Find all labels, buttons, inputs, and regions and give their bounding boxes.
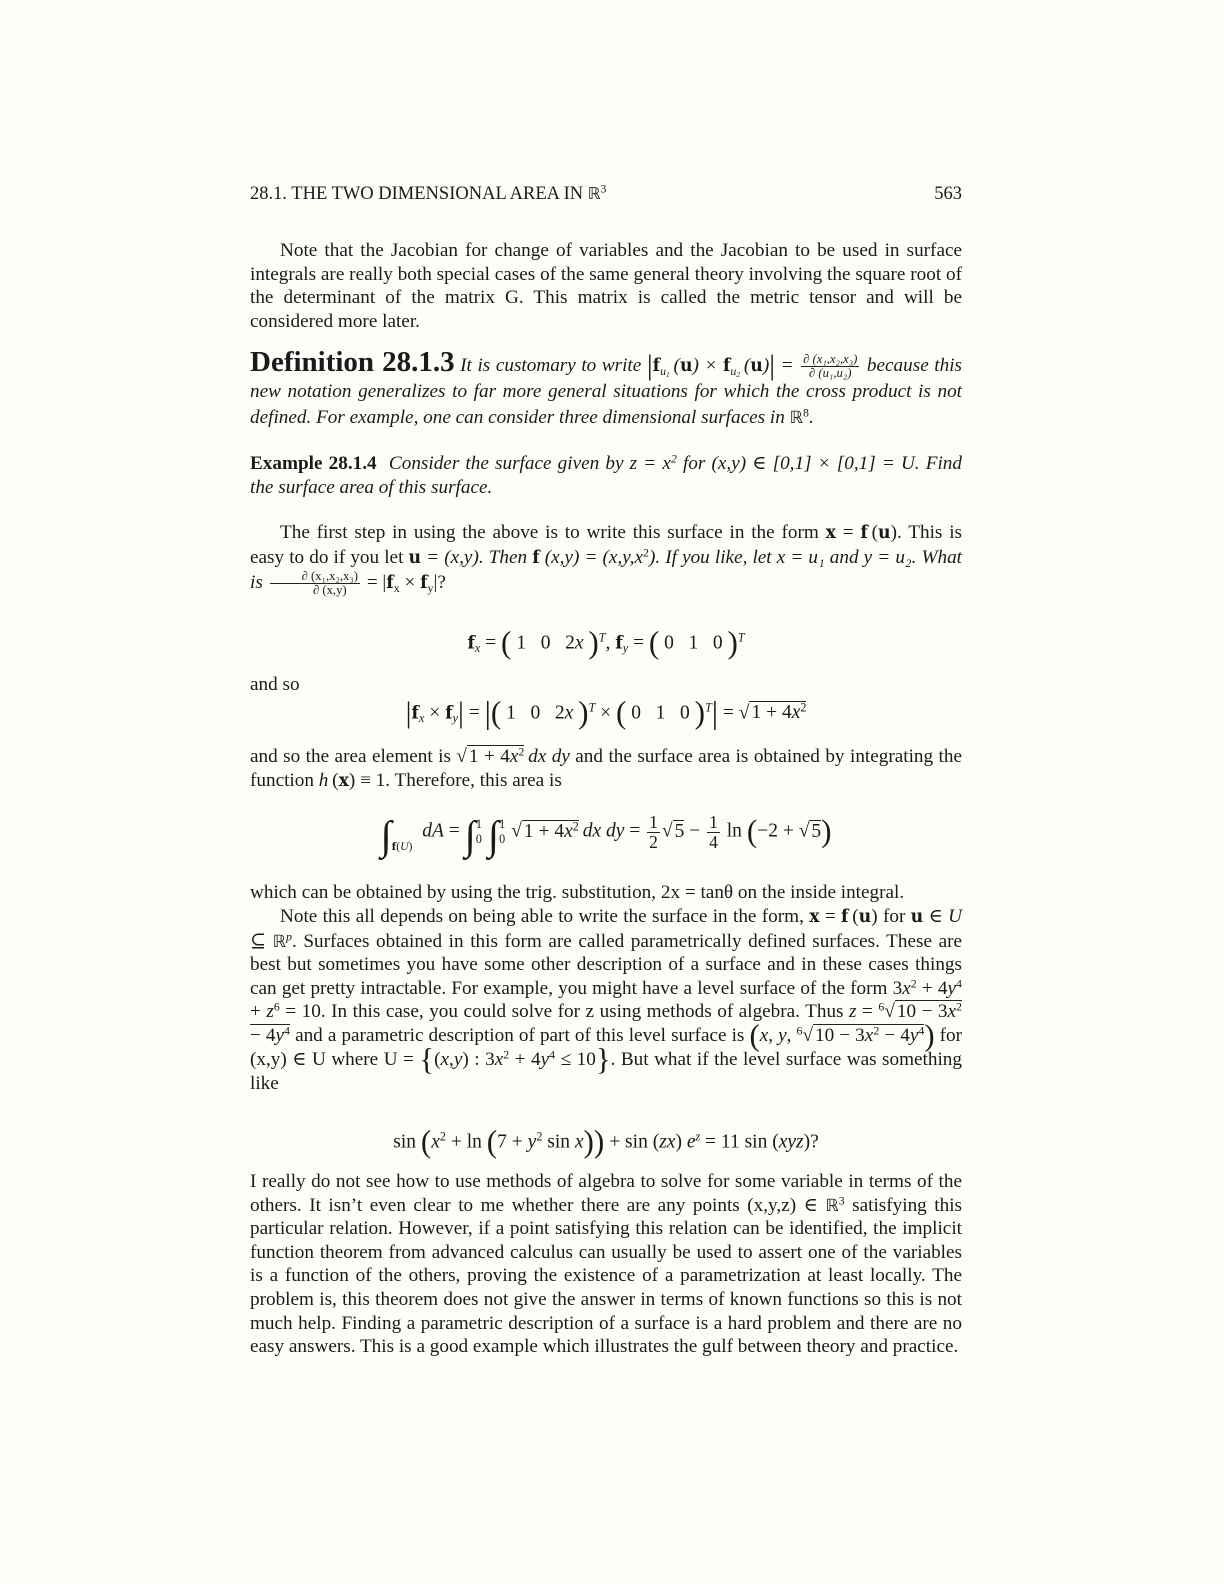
equation-cross-product: $|f_x \times f_y|$ = |( 1 0 2x )$^T$ × ( 0 1 0 )$^T$| = √ $1 + 4x^2$ — [405, 695, 807, 730]
paragraph-first-step: The first step in using the above is to write this surface in the form x = f (u). This is easy to do if you let u = (x,y). Then f $(x,y) = (x,y,x^2)$. If you like, let x = u₁ and y = u₂. What is $\frac{\text{∂ (x₁,x₂,x₃)}}{\partial (x,y)}$ = $|f_x \times f_y|$? — [250, 522, 963, 598]
paragraph-implicit-function: I really do not see how to use methods of algebra to solve for some variable in terms of the others. It isn’t even clear to me whether there are any points (x,y,z) ∈ ℝ$^3$ satisfying this particular relation. However, if a point satisfying this relation can be identified, the implicit function theorem from advanced calculus can usually be used to assert one of the variables is a function of the others, proving the existence of a parametrization at least locally. The problem is, this theorem does not give the answer in terms of known functions so this is not much help. Finding a parametric description of a surface is a hard problem and there are no easy answers. This is a good example which illustrates the gulf between theory and practice. — [250, 1171, 962, 1358]
equation-level-surface: $\sin (x^2 + \ln (7 + y^2$ sin x)) + sin (zx) $e^z = 11$ sin (xyz)? — [393, 1124, 819, 1159]
definition-label: Definition 28.1.3 — [250, 346, 455, 378]
page-number: 563 — [934, 184, 962, 204]
paragraph-trig-substitution: which can be obtained by using the trig. substitution, 2x = tanθ on the inside integral. — [250, 882, 905, 903]
paragraph-area-element: and so the area element is √ $1 + 4x^2$ dx dy and the surface area is obtained by integrating the function h (x) ≡ 1. Therefore, this area is — [250, 744, 962, 791]
section-title: 28.1. THE TWO DIMENSIONAL AREA IN ℝ$^3$ — [250, 183, 607, 204]
example-label: Example 28.1.4 — [250, 453, 377, 474]
definition-28-1-3: Definition 28.1.3 It is customary to write $|f_{u_1}$ $(u) \times f_{u_2}$ (u)| = $\frac{\text{∂ (x₁,x₂,x₃)}}{\text{∂ (u₁,u₂)}}$ because this new notation generalizes to far more general situations for which the cross product is not defined. For example, one can consider three dimensional surfaces in ℝ$^8$. — [250, 346, 963, 428]
example-28-1-4: Example 28.1.4 Consider the surface given by $z = x^2$ for (x,y) ∈ [0,1] × [0,1] = U. Find the surface area of this surface. — [250, 451, 962, 498]
paragraph-jacobian: Note that the Jacobian for change of variables and the Jacobian to be used in surface integrals are really both special cases of the same general theory involving the square root of the determinant of the matrix G. This matrix is called the metric tensor and will be considered more later. — [250, 240, 962, 332]
and-so-text: and so — [250, 674, 300, 695]
running-header — [250, 184, 962, 205]
paragraph-parametric: Note this all depends on being able to write the surface in the form, x = f (u) for u ∈ U ⊆ ℝ$^p$. Surfaces obtained in this form are called parametrically defined surfaces. These are best but sometimes you have some other description of a surface and in these cases things can get pretty intractable. For example, you might have a level surface of the form $3x^2 + 4y^4 + z^6 = 10$. In this case, you could solve for z using methods of algebra. Thus z = $^6$√ $10 - 3x^2 - 4y^4$ and a parametric description of part of this level surface is (x, y, $^6$√ $10 - 3x^2 - 4y^4$) for (x,y) ∈ U where U = {(x,y) : $3x^2 + 4y^4 \le 10$}. But what if the level surface was something like — [250, 906, 963, 1095]
equation-surface-area-integral: $\int_{f(U)}$ dA = ∫ 1 0 ∫ 1 0 √ $1 + 4x^2$ dx dy = $\frac{1}{2}$ √ 5 − $\frac{1}{4}$ ln (−2 + √ 5) — [380, 812, 832, 858]
equation-partials: $f_x$ = ( 1 0 2x )$^T$, $f_y$ = ( 0 1 0 )$^T$ — [467, 625, 745, 660]
jacobian-fraction: $\frac{\text{∂ (x₁,x₂,x₃)}}{\text{∂ (u₁,u₂)}}$ — [803, 351, 858, 381]
